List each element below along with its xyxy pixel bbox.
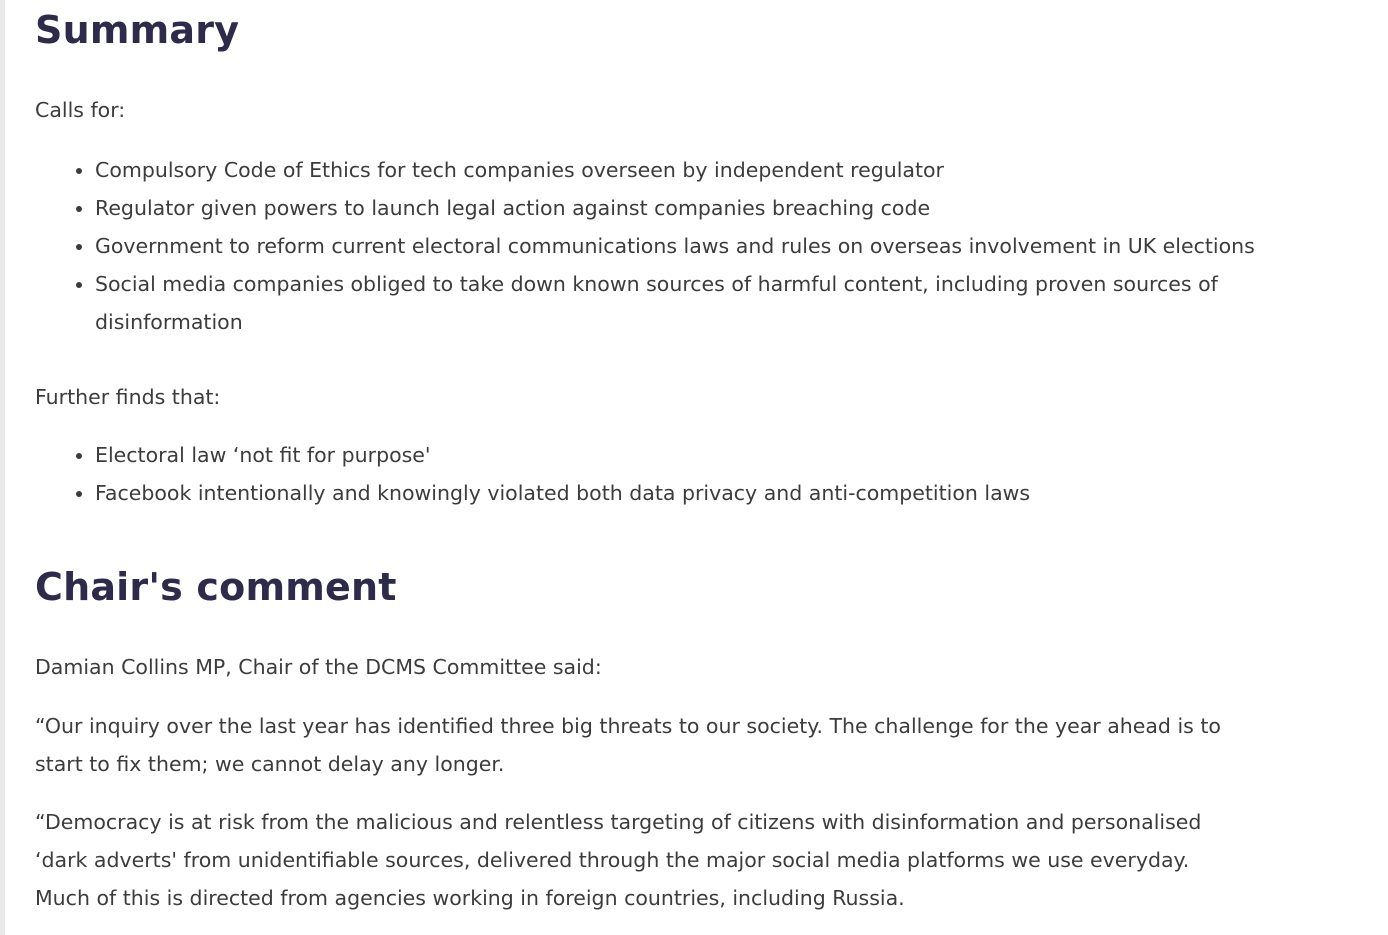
calls-for-label: Calls for: (35, 98, 126, 122)
list-item: Government to reform current electoral communications laws and rules on overseas involvement in UK elections (95, 227, 1305, 265)
further-finds-list (35, 436, 1305, 512)
chair-comment-heading: Chair's comment (35, 565, 397, 609)
summary-heading: Summary (35, 8, 240, 52)
quote-paragraph: “Our inquiry over the last year has identified three big threats to our society. The challenge for the year ahead is to start to fix them; we cannot delay any longer. (35, 714, 1221, 776)
calls-for-list (35, 151, 1305, 341)
further-finds-label: Further finds that: (35, 385, 221, 409)
quote-paragraph: “Democracy is at risk from the malicious and relentless targeting of citizens with disinformation and personalised ‘dark adverts' from unidentifiable sources, delivered through the major social media platforms we use everyday. Much of this is directed from agencies working in foreign countries, including Russia. (35, 810, 1202, 910)
chair-intro-text: Damian Collins MP, Chair of the DCMS Committee said: (35, 655, 602, 679)
list-item: Facebook intentionally and knowingly violated both data privacy and anti-competition laws (95, 474, 1305, 512)
list-item: Regulator given powers to launch legal action against companies breaching code (95, 189, 1305, 227)
list-item: Electoral law ‘not fit for purpose' (95, 436, 1305, 474)
list-item: Social media companies obliged to take down known sources of harmful content, including proven sources of disinformation (95, 265, 1305, 341)
list-item: Compulsory Code of Ethics for tech companies overseen by independent regulator (95, 151, 1305, 189)
left-border-rail (0, 0, 5, 935)
